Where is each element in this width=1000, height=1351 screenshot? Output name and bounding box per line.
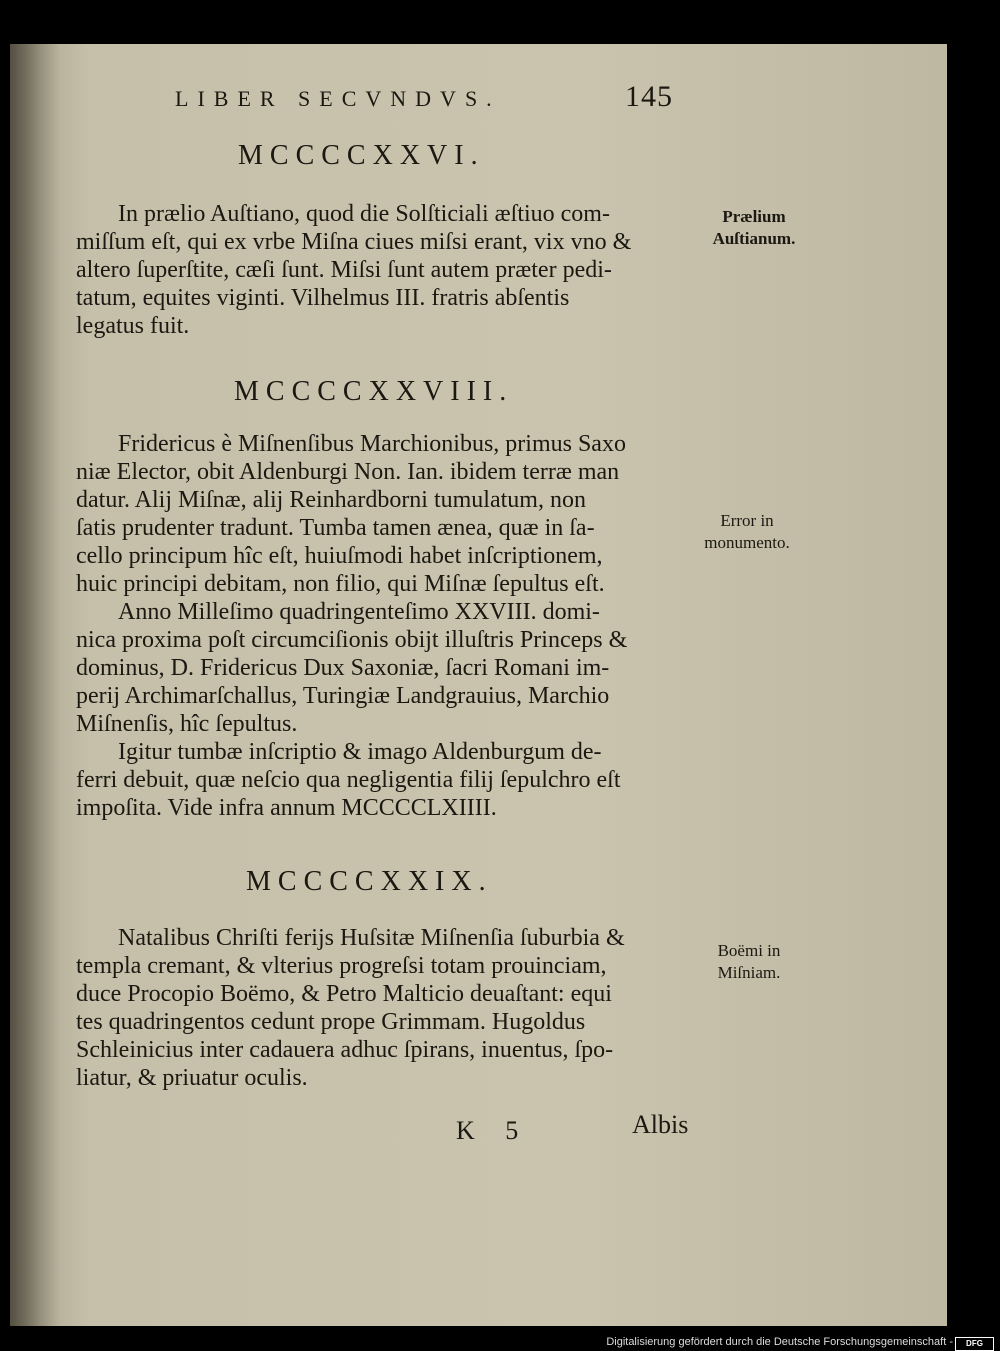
text-line: liatur, & priuatur oculis. <box>76 1065 308 1091</box>
text-line: miſſum eſt, qui ex vrbe Miſna ciues miſsi erant, vix vno & <box>76 229 632 255</box>
margin-note-line: Auſtianum. <box>712 229 796 248</box>
text-line: In prælio Auſtiano, quod die Solſticiali æſtiuo com- <box>118 201 610 227</box>
catchword: Albis <box>632 1110 689 1139</box>
text-line: Igitur tumbæ inſcriptio & imago Aldenburgum de- <box>118 739 602 765</box>
digitization-notice: Digitalisierung gefördert durch die Deutsche Forschungsgemeinschaft - <box>606 1336 953 1348</box>
text-line: Miſnenſis, hîc ſepultus. <box>76 711 298 737</box>
text-line: niæ Elector, obit Aldenburgi Non. Ian. ibidem terræ man <box>76 459 620 485</box>
text-line: cello principum hîc eſt, huiuſmodi habet inſcriptionem, <box>76 543 603 569</box>
signature-mark: K 5 <box>456 1116 531 1145</box>
text-line: ferri debuit, quæ neſcio qua negligentia filij ſepulchro eſt <box>76 767 621 793</box>
paragraph-1428 <box>76 430 686 822</box>
margin-note-praelium <box>704 206 804 250</box>
page-number: 145 <box>625 80 673 113</box>
text-line: ſatis prudenter tradunt. Tumba tamen ænea, quæ in ſa- <box>76 515 595 541</box>
dfg-logo: DFG <box>955 1337 994 1351</box>
text-line: templa cremant, & vlterius progreſsi totam prouinciam, <box>76 953 607 979</box>
text-line: Natalibus Chriſti ferijs Huſsitæ Miſnenſia ſuburbia & <box>118 925 625 951</box>
text-line: tes quadringentos cedunt prope Grimmam. Hugoldus <box>76 1009 586 1035</box>
text-line: Schleinicius inter cadauera adhuc ſpirans, inuentus, ſpo- <box>76 1037 614 1063</box>
text-line: tatum, equites viginti. Vilhelmus III. fratris abſentis <box>76 285 570 311</box>
margin-note-line: Error in <box>720 511 774 530</box>
paragraph-1429 <box>76 924 686 1092</box>
margin-note-line: Boëmi in <box>717 941 781 960</box>
year-heading-1428: MCCCCXXVIII. <box>234 376 514 407</box>
margin-note-line: Miſniam. <box>717 963 781 982</box>
text-line: impoſita. Vide infra annum MCCCCLXIIII. <box>76 795 497 821</box>
text-line: Fridericus è Miſnenſibus Marchionibus, primus Saxo <box>118 431 626 457</box>
margin-note-boemi <box>694 940 804 984</box>
text-line: nica proxima poſt circumciſionis obijt illuſtris Princeps & <box>76 627 628 653</box>
year-heading-1429: MCCCCXXIX. <box>246 866 493 897</box>
text-line: perij Archimarſchallus, Turingiæ Landgrauius, Marchio <box>76 683 610 709</box>
text-line: Anno Milleſimo quadringenteſimo XXVIII. domi- <box>118 599 600 625</box>
text-line: duce Procopio Boëmo, & Petro Malticio deuaſtant: equi <box>76 981 612 1007</box>
margin-note-error <box>692 510 802 554</box>
text-line: legatus fuit. <box>76 313 190 339</box>
margin-note-line: monumento. <box>704 533 790 552</box>
paragraph-1426 <box>76 200 686 340</box>
page-spine-shadow <box>10 44 60 1326</box>
margin-note-line: Prælium <box>722 207 786 226</box>
year-heading-1426: MCCCCXXVI. <box>238 140 485 171</box>
text-line: altero ſuperſtite, cæſi ſunt. Miſsi ſunt autem præter pedi- <box>76 257 612 283</box>
digitization-footer <box>0 1336 1000 1351</box>
text-line: huic principi debitam, non filio, qui Miſnæ ſepultus eſt. <box>76 571 605 597</box>
text-line: dominus, D. Fridericus Dux Saxoniæ, ſacri Romani im- <box>76 655 610 681</box>
running-title: LIBER SECVNDVS. <box>175 86 501 111</box>
text-line: datur. Alij Miſnæ, alij Reinhardborni tumulatum, non <box>76 487 586 513</box>
